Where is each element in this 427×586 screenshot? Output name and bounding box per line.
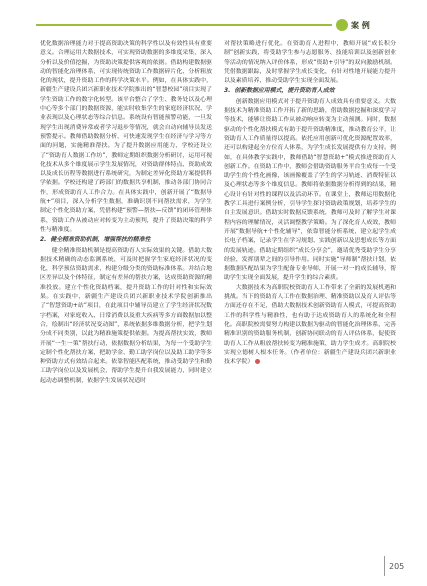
right-paragraph-3 <box>224 284 396 368</box>
section-label: 案 例 <box>351 20 370 30</box>
header-rule <box>36 24 332 26</box>
heading-text: 健全精准资助机制，增强帮扶的精准性 <box>50 237 151 244</box>
right-column <box>224 40 396 560</box>
heading-number: 3. <box>224 88 231 95</box>
left-paragraph-2: 健全精准资助机制是提高资助育人实际效果的关键。借助大数据技术精确的动态监测系统，可及时把握学生家庭经济状况的变化，科学预估资助需求，构建分级分类的资助标准体系。并结合地区差异以及个体特征，制定有差异的帮扶方案，达成资助资源的精准投放。建立个性化资助档案，提升资助工作的针对性和实际效果。在实践中，新疆生产建设兵团兴新职业技术学院创新推出了“智慧资助+站”项目，在此项目中辅导员建立了学生经济状况数字档案，对家庭收入、日常消费以及重大疾病等多方面数据加以整合，绘制出“经济状况变动图”，系统依据多维数据分析，把学生划分成不同类别，以此为精准施策提供依据。为提高帮扶实效，教师开展“一生一策”帮扶行动，依据数据分析结果，为每一个受助学生定制个性化帮扶方案，把助学金、勤工助学岗位以及助工助学等多种资助方式有效结合起来。依靠智能匹配系统，推动受助学生和勤工助学岗位以及发展机会，帮助学生提升自我发展能力，同时建立起动态调整机制，依据学生发展状况适时 <box>40 247 212 384</box>
page-number-rule <box>384 556 385 576</box>
section-heading-2 <box>40 236 212 245</box>
heading-text: 创新数据应用模式，提升资助育人成效 <box>234 88 335 95</box>
right-paragraph-2: 创新数据应用模式对于提升资助育人成效具有重要意义。大数据技术为精准资助工作开拓了新的思路，借助数据挖掘和深度学习等技术，能够让资助工作从被动响应转变为主动预测。同时，数据驱动的个性化帮扶模式有助于提升资助精准度，推动教育公平，让资助育人工作质量得以提高。依托应用创新可优化资源配置效率，还可以构建起全方位育人体系，为学生成长发展提供有力支持。例如，在具体教学实践中，教师借助“智慧资助+”模式推进资助育人创新工作。在资助工作中，教师会借助资助服务平台生成每一个受助学生的个性化画像，该画像覆盖了学生的学习轨迹、消费特征以及心理状态等多个维度信息。教师将依据数据分析得到的结果，精心设计有针对性的课程以及活动环节。在课堂上，教师运用数据化教学工具进行案例分析，引导学生探讨资助政策规划，培养学生的自主发展意识。借助实时数据反馈系统，教师可及时了解学生对课程内容的理解情况，灵活调整教学策略。为了深化育人成效，教师开展“数据导航+个性化辅导”，依靠智能分析系统，建立起学生成长电子档案，记录学生在学习规划、实践创新以及思想成长等方面的发展轨迹。借助定期组织“成长分享会”，邀请优秀受助学生分享经验，发挥朋辈之间的引导作用。同时实施“导师制”帮扶计划，依据数据匹配结果为学生配备专业导师，开展一对一的成长辅导，帮助学生实现全面发展，提升学生的综合素质。 <box>224 98 396 282</box>
section-dot-icon <box>336 19 348 31</box>
author-note: （作者单位：新疆生产建设兵团兴新职业技术学院） <box>224 349 396 366</box>
end-mark-icon <box>255 359 260 364</box>
left-lead-paragraph: 优化数据治理能力对于提高资助决策的科学性以及有效性具有重要意义。合理运用大数据技术，可实现资助数据的多维度采集，深入分析以及价值挖掘，为资助决策提供客观的依据。借助构建数据驱动的智能化治理体系，可实现传统资助工作数据碎片化、分析粗放化的现状，提升资助工作的科学决策水平。例如，在具体实践中，新疆生产建设兵团兴新职业技术学院推出的“智慧校园”项目实现了学生资助工作的数字化转型。该平台整合了学生、教务处以及心理中心等多个部门的数据资源，能实时收集学生的家庭经济状况、学业表现以及心理状态等综合信息。系统设有智能预警功能，一旦发现学生出现消费异常或者学习退步等情况，就会自动向辅导员发送预警提示。教师借助数据分析，可快速发现学生在经济与学习等方面的问题，实施精准帮扶。为了提升数据应用能力，学校还设立了“资助育人数据工作坊”，教师定期组织数据分析研讨，运用可视化技术从多个维度展示学生发展情况，对资助群体特点、资助成效以及成长历程等数据进行系统研究，为制定差异化资助方案提供科学依据。学校还构建了跨部门的数据共享机制，推动各部门协同合作，形成资助育人工作合力。在具体实践中，创新开展了“数据导航+”项目，深入分析学生数据，准确识别不同帮扶需求，为学生制定个性化资助方案，凭借构建“预警—帮扶—反馈”的闭环管理体系，资助工作从被动应对转变为主动预判，提升了资助决策的科学性与精准度。 <box>40 41 212 233</box>
section-tag <box>336 17 396 33</box>
right-paragraph-1: 对帮扶策略进行优化。在资助育人进程中，教师开展“成长积分制”创新实践，将受助学生参与志愿服务、技能培训以及创新创业等活动的情况纳入评价体系，形成“资助+引导”的双向激励机制。凭借数据跟踪，及时掌握学生成长变化，有针对性地开展能力提升以及素质培养，推动受助学生实现全面发展。 <box>224 41 396 85</box>
conclusion-text: 大数据技术为高职院校资助育人工作带来了全新的发展机遇和挑战。当下的资助育人工作在数据治理、精准资助以及育人评估等方面还存在不足，借助大数据技术创新资助育人模式，可提高资助工作的科学性与精准性，也有助于达成资助育人的系统化和全程化。高职院校需要努力构建以数据为驱动的智能化治理体系，完善精准识别的资助服务机制，创新协同联动的育人评估体系，促使资助育人工作从粗放帮扶转变为精准施策，助力学生成才。高职院校实现立德树人根本任务。 <box>224 284 396 356</box>
section-heading-3 <box>224 87 396 96</box>
heading-number: 2. <box>40 237 47 244</box>
left-column <box>40 40 212 560</box>
page-number: 205 <box>389 562 405 571</box>
